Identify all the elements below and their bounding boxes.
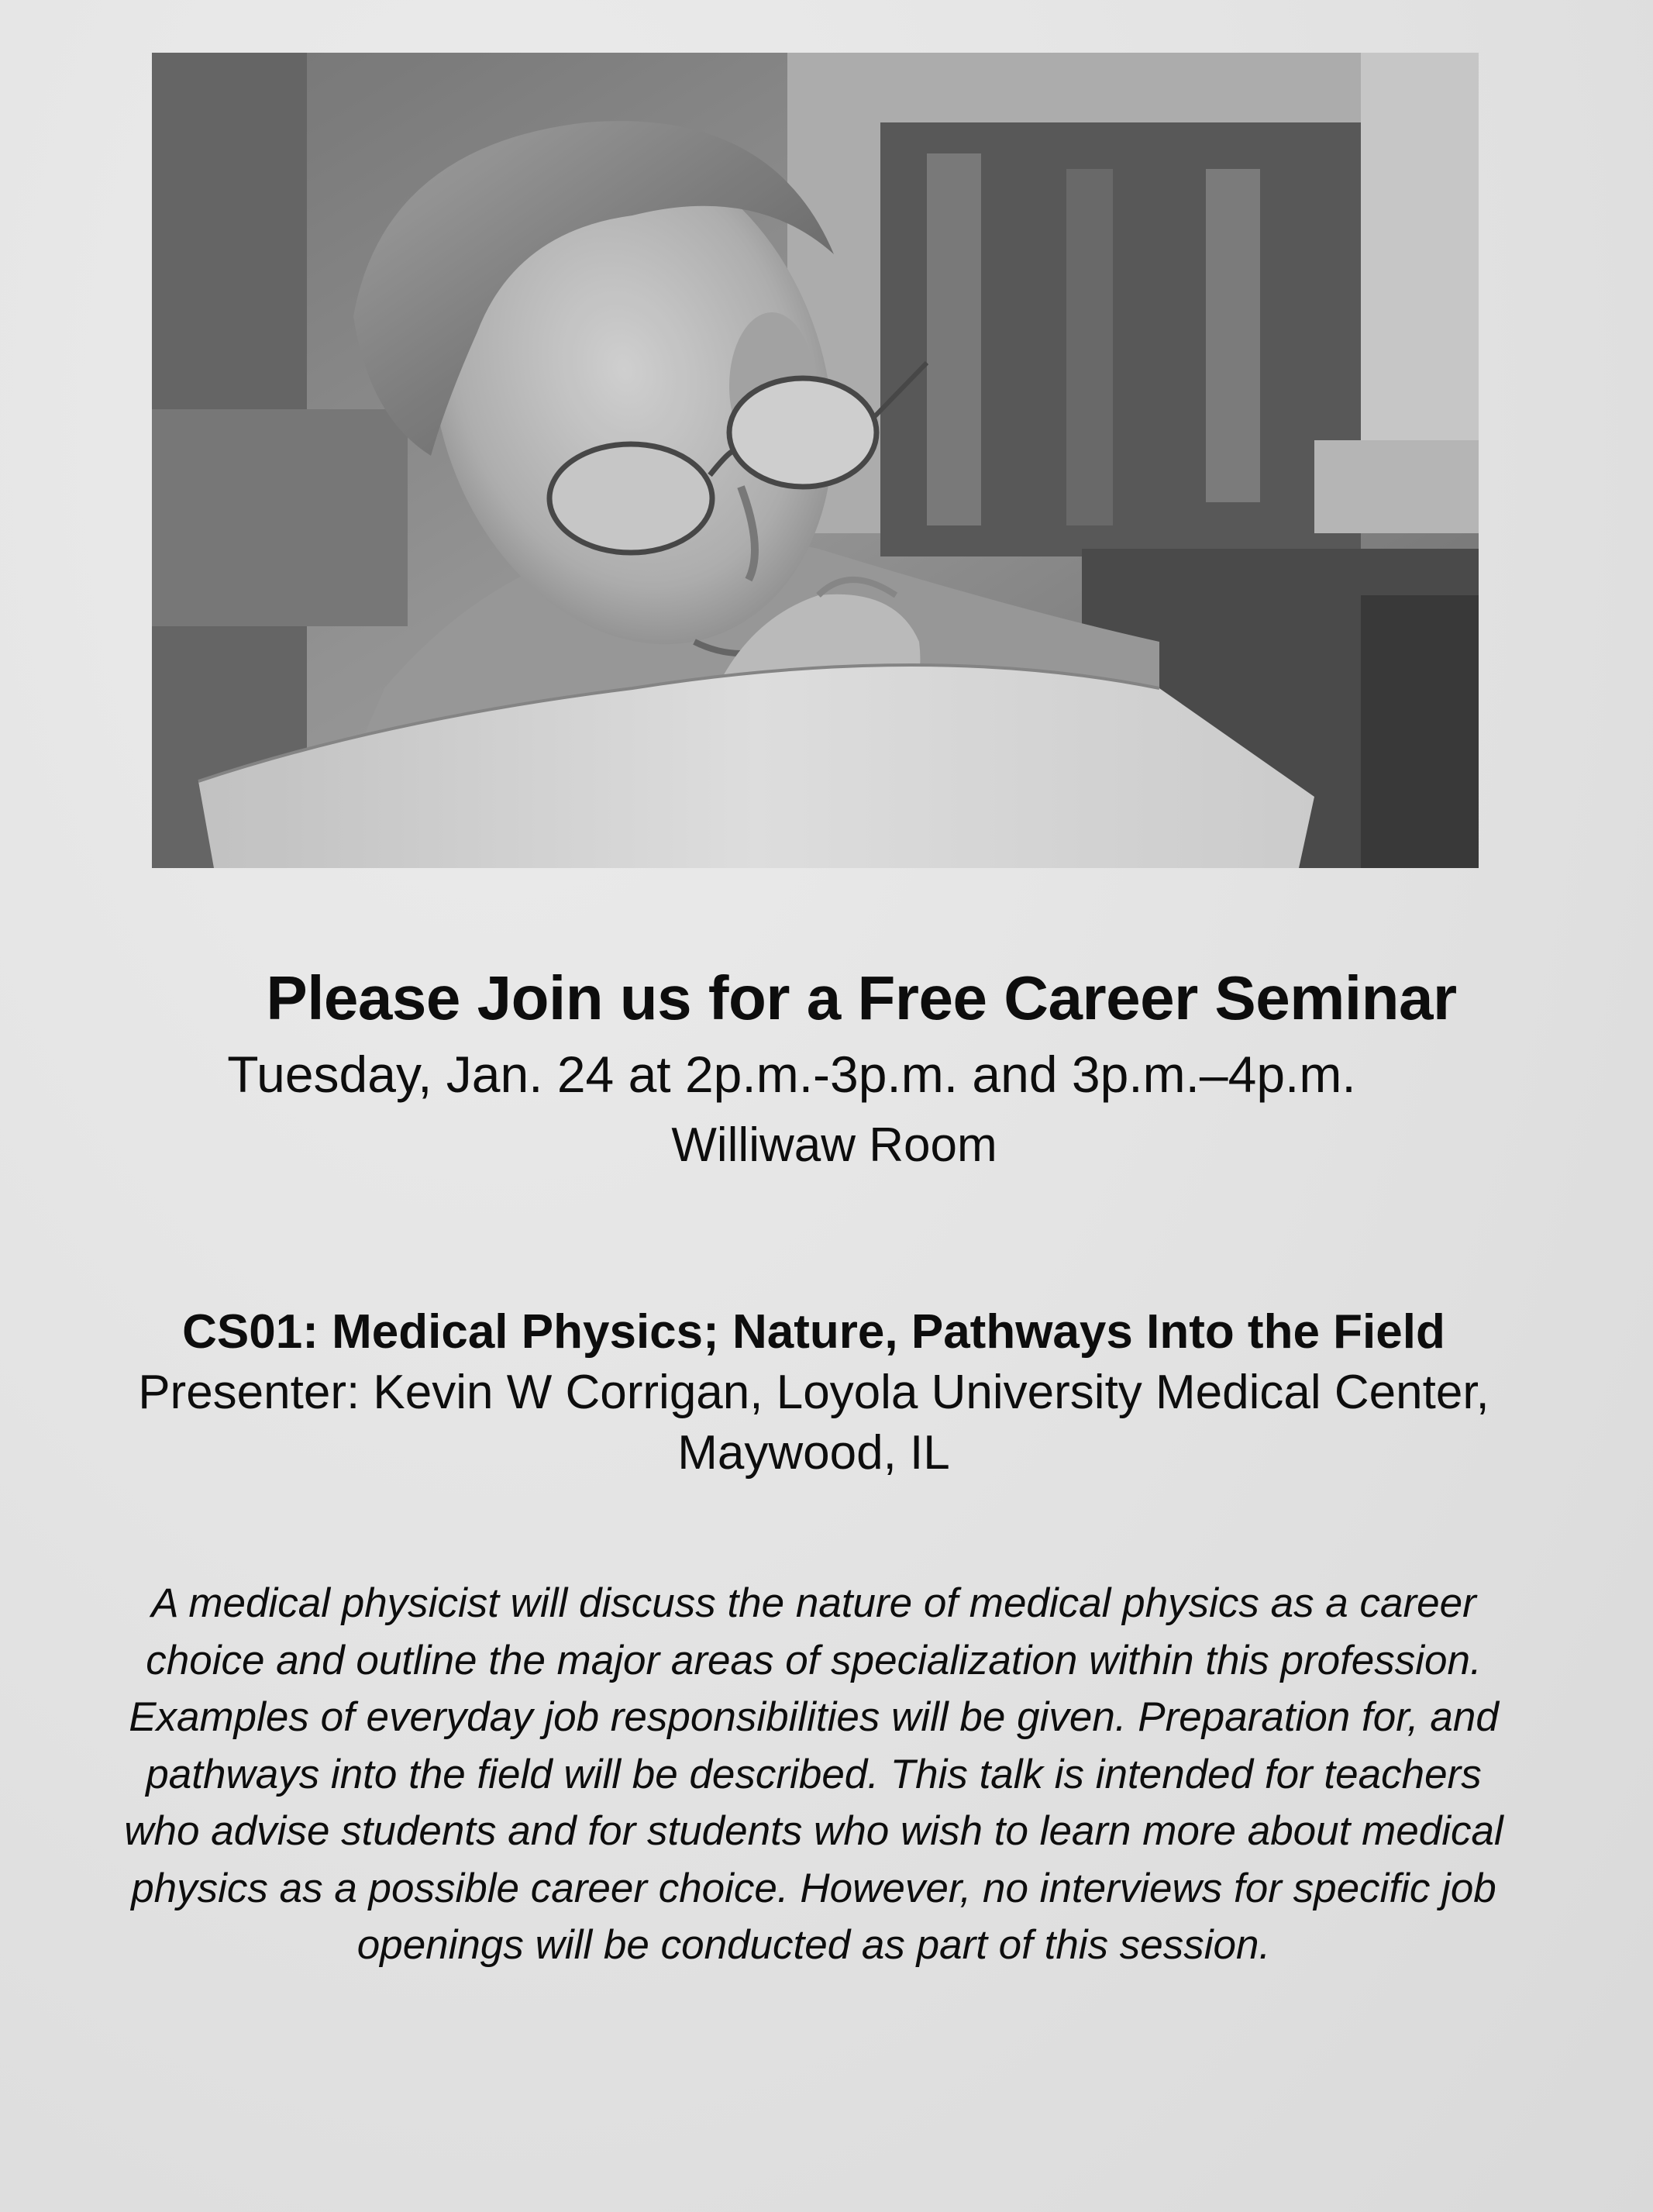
seminar-photo xyxy=(152,53,1479,868)
session-title: CS01: Medical Physics; Nature, Pathways Into the Field xyxy=(182,1305,1445,1359)
man-with-glasses-reading-icon xyxy=(152,53,1479,868)
session-info xyxy=(116,1302,1511,1483)
seminar-location: Williwaw Room xyxy=(671,1118,997,1172)
session-description: A medical physicist will discuss the nature of medical physics as a career choice and outline the major areas of specialization within this profession. Examples of everyday job responsibilities will be given. Preparation for, and pathways into the field will be described. This talk is intended for teachers who advise students and for students who wish to learn more about medical physics as a possible career choice. However, no interviews for specific job openings will be conducted as part of this session. xyxy=(124,1580,1503,1968)
session-presenter: Presenter: Kevin W Corrigan, Loyola University Medical Center, Maywood, IL xyxy=(138,1366,1489,1480)
seminar-headline: Please Join us for a Free Career Seminar xyxy=(266,963,1457,1032)
seminar-date-time: Tuesday, Jan. 24 at 2p.m.-3p.m. and 3p.m.–4p.m. xyxy=(227,1046,1356,1103)
